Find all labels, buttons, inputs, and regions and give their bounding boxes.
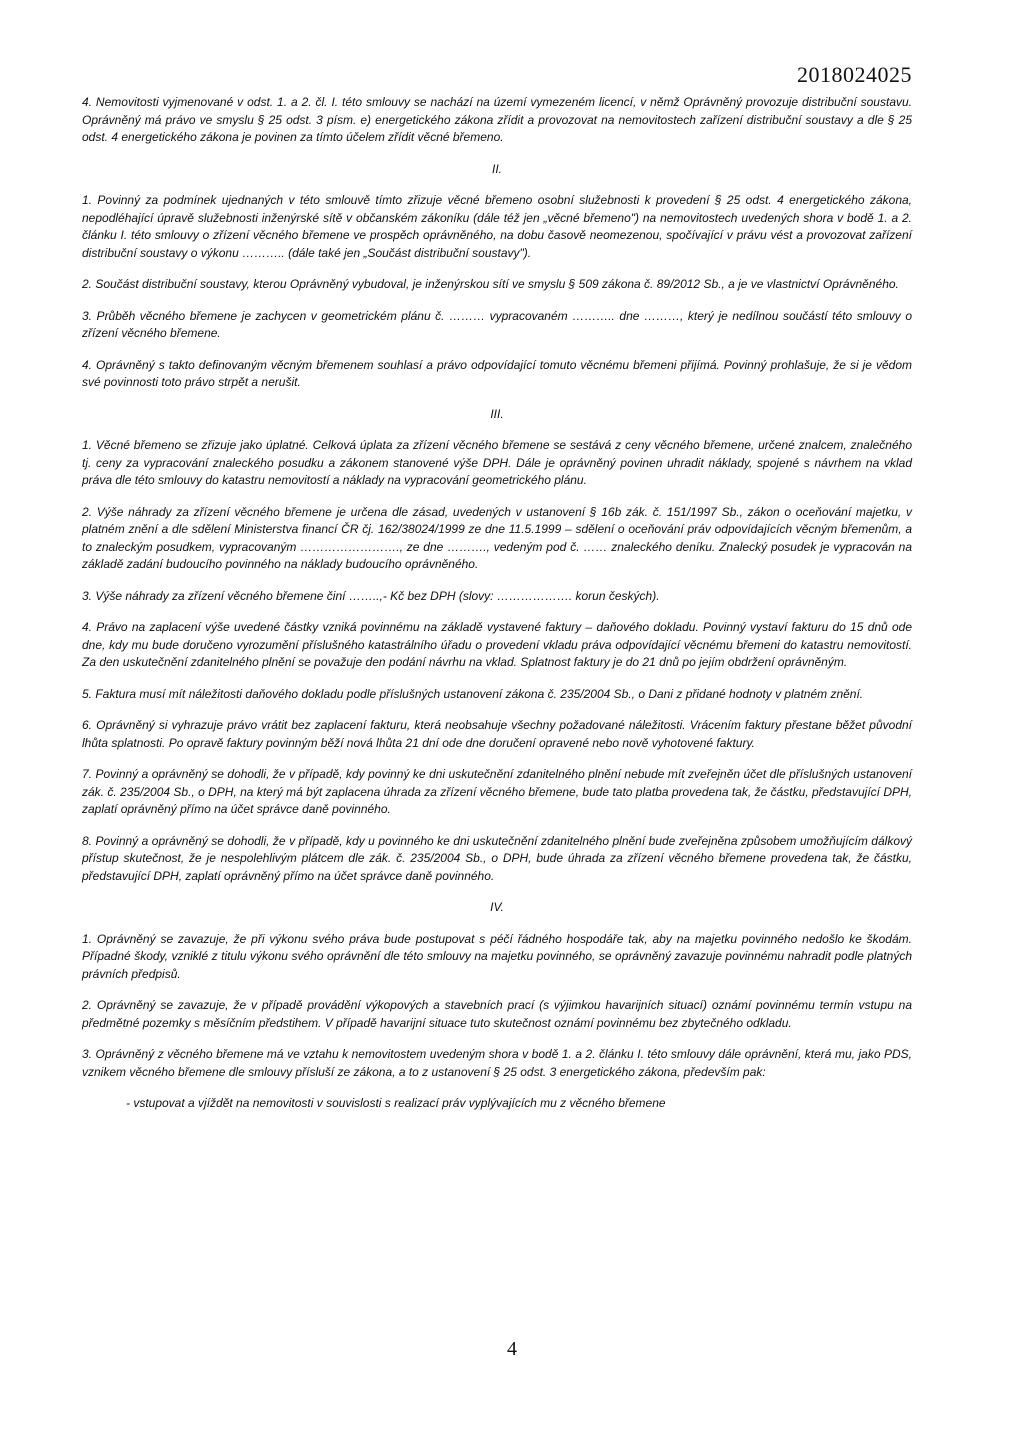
- section2-paragraph: 3. Průběh věcného břemene je zachycen v geometrickém plánu č. ……… vypracovaném ……….. dne ………, který je nedílnou součástí této smlouvy o zřízení věcného břemene.: [82, 308, 912, 340]
- bullet-item: - vstupovat a vjíždět na nemovitosti v souvislosti s realizací práv vyplývajících mu z věcného břemene: [126, 1096, 666, 1110]
- section-heading-ii: II.: [491, 161, 502, 176]
- section3-paragraph: 7. Povinný a oprávněný se dohodli, že v případě, kdy povinný ke dni uskutečnění zdanitelného plnění nebude mít zveřejněn účet dle příslušných ustanovení zák. č. 235/2004 Sb., o DPH, na který má být zaplacena úhrada za zřízení věcného břemene, bude tato platba provedena tak, že částku, představující DPH, zaplatí oprávněný přímo na účet správce daně povinného.: [82, 767, 912, 816]
- section2-paragraph: 4. Oprávněný s takto definovaným věcným břemenem souhlasí a právo odpovídající tomuto věcnému břemeni přijímá. Povinný prohlašuje, že si je vědom své povinnosti toto právo strpět a nerušit.: [82, 357, 912, 389]
- section3-paragraph: 1. Věcné břemeno se zřizuje jako úplatné. Celková úplata za zřízení věcného břemene se sestává z ceny věcného břemene, určené znalcem, znalečného tj. ceny za vypracování znaleckého posudku a zákonem stanovené výše DPH. Dále je oprávněný povinen uhradit náklady, spojené s návrhem na vklad práva dle této smlouvy do katastru nemovitostí a náklady na vypracování geometrického plánu.: [82, 438, 912, 487]
- section3-paragraph: 2. Výše náhrady za zřízení věcného břemene je určena dle zásad, uvedených v ustanovení § 16b zák. č. 151/1997 Sb., zákon o oceňování majetku, v platném znění a dle sdělení Ministerstva financí ČR čj. 162/38024/1999 ze dne 11.5.1999 – sdělení o oceňování práv odpovídajících věcným břemenům, a to znaleckým posudkem, vypracovaným ……………………., ze dne ………., vedeným pod č. …… znaleckého deníku. Znalecký posudek je vypracován na základě zadání budoucího povinného na náklady budoucího oprávněného.: [82, 504, 912, 571]
- section-heading-iii: III.: [490, 406, 504, 421]
- section2-paragraph: 2. Součást distribuční soustavy, kterou Oprávněný vybudoval, je inženýrskou sítí ve smyslu § 509 zákona č. 89/2012 Sb., a je ve vlastnictví Oprávněného.: [82, 277, 899, 291]
- document-body: [82, 94, 912, 1127]
- intro-paragraph: 4. Nemovitosti vyjmenované v odst. 1. a 2. čl. I. této smlouvy se nachází na území vymezeném licencí, v němž Oprávněný provozuje distribuční soustavu. Oprávněný má právo ve smyslu § 25 odst. 3 písm. e) energetického zákona zřídit a provozovat na nemovitostech zařízení distribuční soustavy a dle § 25 odst. 4 energetického zákona je povinen za tímto účelem zřídit věcné břemeno.: [82, 95, 912, 144]
- section3-paragraph: 5. Faktura musí mít náležitosti daňového dokladu podle příslušných ustanovení zákona č. 235/2004 Sb., o Dani z přidané hodnoty v platném znění.: [82, 686, 864, 701]
- section-heading-iv: IV.: [490, 900, 504, 914]
- section4-paragraph: 2. Oprávněný se zavazuje, že v případě provádění výkopových a stavebních prací (s výjimkou havarijních situací) oznámí povinnému termín vstupu na předmětné pozemky s měsíčním předstihem. V případě havarijní situace tuto skutečnost oznámí povinnému bez zbytečného odkladu.: [82, 998, 912, 1030]
- section4-paragraph: 1. Oprávněný se zavazuje, že při výkonu svého práva bude postupovat s péčí řádného hospodáře tak, aby na majetku povinného nedošlo ke škodám. Případné škody, vzniklé z titulu výkonu svého oprávnění dle této smlouvy na majetku povinného, se oprávněný zavazuje povinnému nahradit podle platných právních předpisů.: [82, 931, 912, 981]
- page-number: 4: [507, 1338, 517, 1360]
- section4-paragraph: 3. Oprávněný z věcného břemene má ve vztahu k nemovitostem uvedeným shora v bodě 1. a 2. článku I. této smlouvy dále oprávnění, která mu, jako PDS, vznikem věcného břemene dle smlouvy přísluší ze zákona, a to z ustanovení § 25 odst. 3 energetického zákona, především pak:: [82, 1047, 912, 1079]
- section3-paragraph: 8. Povinný a oprávněný se dohodli, že v případě, kdy u povinného ke dni uskutečnění zdanitelného plnění bude zveřejněna způsobem umožňujícím dálkový přístup skutečnost, že je nespolehlivým plátcem dle zák. č. 235/2004 Sb., o DPH, bude úhrada za zřízení věcného břemene provedena tak, že částku, představující DPH, zaplatí oprávněný přímo na účet správce daně povinného.: [82, 833, 912, 883]
- section3-paragraph: 3. Výše náhrady za zřízení věcného břemene činí ……..,- Kč bez DPH (slovy: ………………. korun českých).: [82, 588, 660, 603]
- section3-paragraph: 4. Právo na zaplacení výše uvedené částky vzniká povinnému na základě vystavené faktury – daňového dokladu. Povinný vystaví fakturu do 15 dnů ode dne, kdy mu bude doručeno vyrozumění příslušného katastrálního úřadu o provedení vkladu práva odpovídající věcnému břemeni do katastru nemovitostí. Za den uskutečnění zdanitelného plnění se považuje den podání návrhu na vklad. Splatnost faktury je do 21 dnů po jejím obdržení oprávněným.: [82, 620, 912, 669]
- document-id: 2018024025: [797, 62, 912, 87]
- section2-paragraph: 1. Povinný za podmínek ujednaných v této smlouvě tímto zřizuje věcné břemeno osobní služebnosti k provedení § 25 odst. 4 energetického zákona, nepodléhající úpravě služebnosti inženýrské sítě v občanském zákoníku (dále též jen „věcné břemeno") na nemovitostech uvedených shora v bodě 1. a 2. článku I. této smlouvy o zřízení věcného břemene ve prospěch oprávněného, na dobu časově neomezenou, spočívající v právu vést a provozovat zařízení distribuční soustavy o výkonu ……….. (dále také jen „Součást distribuční soustavy").: [82, 193, 912, 260]
- section3-paragraph: 6. Oprávněný si vyhrazuje právo vrátit bez zaplacení fakturu, která neobsahuje všechny požadované náležitosti. Vrácením faktury přestane běžet původní lhůta splatnosti. Po opravě faktury povinným běží nová lhůta 21 dní ode dne doručení opravené nebo nově vyhotovené faktury.: [82, 718, 912, 750]
